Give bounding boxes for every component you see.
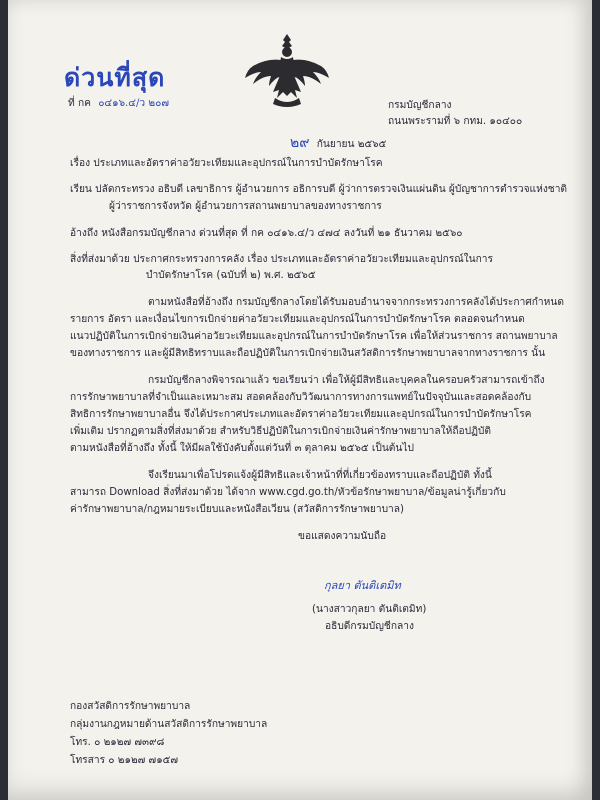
paragraph-1-line: รายการ อัตรา และเงื่อนไขการเบิกจ่ายค่าอวัยวะเทียมและอุปกรณ์ในการบำบัดรักษาโรค ตลอดจนกำหนด [70,314,525,325]
paragraph-1-line: ตามหนังสือที่อ้างถึง กรมบัญชีกลางโดยได้รับมอบอำนาจจากกระทรวงการคลังได้ประกาศกำหนด [148,297,564,308]
signer-name: (นางสาวกุลยา ตันติเตมิท) [312,604,427,615]
enclosure-line-2: บำบัดรักษาโรค (ฉบับที่ ๒) พ.ศ. ๒๕๖๕ [146,270,316,281]
reference-line: อ้างถึง หนังสือกรมบัญชีกลาง ด่วนที่สุด ที่ กค ๐๔๑๖.๔/ว ๔๗๔ ลงวันที่ ๒๑ ธันวาคม ๒๕๖๐ [70,228,463,239]
document-date: ๒๙ กันยายน ๒๕๖๕ [290,135,387,151]
signer-title: อธิบดีกรมบัญชีกลาง [325,621,414,632]
salutation-line-2: ผู้ว่าราชการจังหวัด ผู้อำนวยการสถานพยาบาลของทางราชการ [109,201,382,212]
paragraph-3-line: สามารถ Download สิ่งที่ส่งมาด้วย ได้จาก www.cgd.go.th/หัวข้อรักษาพยาบาล/ข้อมูลน่ารู้เกี่ยวกับ [70,487,506,498]
garuda-emblem-icon [241,30,333,110]
document-number: ที่ กค ๐๔๑๖.๔/ว ๒๐๗ [68,98,169,109]
letter-page [8,0,592,800]
urgency-stamp: ด่วนที่สุด [64,63,166,92]
footer-department: กองสวัสดิการรักษาพยาบาล [70,701,191,712]
paragraph-2-line: เพิ่มเติม ปรากฏตามสิ่งที่ส่งมาด้วย สำหรับวิธีปฏิบัติในการเบิกจ่ายเงินค่ารักษาพยาบาลให้ถือปฏิบัติ [70,426,491,437]
subject-line: เรื่อง ประเภทและอัตราค่าอวัยวะเทียมและอุปกรณ์ในการบำบัดรักษาโรค [70,158,383,169]
paragraph-2-line: กรมบัญชีกลางพิจารณาแล้ว ขอเรียนว่า เพื่อให้ผู้มีสิทธิและบุคคลในครอบครัวสามารถเข้าถึง [148,375,545,386]
agency-address: ถนนพระรามที่ ๖ กทม. ๑๐๔๐๐ [388,116,523,127]
agency-name: กรมบัญชีกลาง [388,100,452,111]
paragraph-2-line: ตามหนังสือที่อ้างถึง ทั้งนี้ ให้มีผลใช้บังคับตั้งแต่วันที่ ๓ ตุลาคม ๒๕๖๕ เป็นต้นไป [70,443,414,454]
salutation-line: เรียน ปลัดกระทรวง อธิบดี เลขาธิการ ผู้อำนวยการ อธิการบดี ผู้ว่าการตรวจเงินแผ่นดิน ผู้บัญชาการตำรวจแห่งชาติ [70,184,568,195]
enclosure-line: สิ่งที่ส่งมาด้วย ประกาศกระทรวงการคลัง เรื่อง ประเภทและอัตราค่าอวัยวะเทียมและอุปกรณ์ในการ [70,254,493,265]
footer-fax: โทรสาร ๐ ๒๑๒๗ ๗๑๕๗ [70,755,179,766]
paragraph-3-line: ค่ารักษาพยาบาล/กฎหมายระเบียบและหนังสือเวียน (สวัสดิการรักษาพยาบาล) [70,504,404,515]
closing-respect: ขอแสดงความนับถือ [298,531,387,542]
footer-group: กลุ่มงานกฎหมายด้านสวัสดิการรักษาพยาบาล [70,719,268,730]
handwritten-signature: กุลยา ตันติเตมิท [324,579,401,592]
paragraph-1-line: ของทางราชการ และผู้มีสิทธิทราบและถือปฏิบัติในการเบิกจ่ายเงินสวัสดิการรักษาพยาบาลจากทางราชการ นั้น [70,348,546,359]
paragraph-2-line: การรักษาพยาบาลที่จำเป็นและเหมาะสม สอดคล้องกับวิวัฒนาการทางการแพทย์ในปัจจุบันและสอดคล้องกับ [70,392,532,403]
paragraph-1-line: แนวปฏิบัติในการเบิกจ่ายเงินค่าอวัยวะเทียมและอุปกรณ์ในการบำบัดรักษาโรค เพื่อให้ส่วนราชการ สถานพยาบาล [70,331,558,342]
paragraph-2-line: สิทธิการรักษาพยาบาลอื่น จึงได้ประกาศประเภทและอัตราค่าอวัยวะเทียมและอุปกรณ์ในการบำบัดรักษาโรค [70,409,532,420]
paragraph-3-line: จึงเรียนมาเพื่อโปรดแจ้งผู้มีสิทธิและเจ้าหน้าที่ที่เกี่ยวข้องทราบและถือปฏิบัติ ทั้งนี้ [148,470,492,481]
footer-phone: โทร. ๐ ๒๑๒๗ ๗๓๙๘ [70,737,165,748]
